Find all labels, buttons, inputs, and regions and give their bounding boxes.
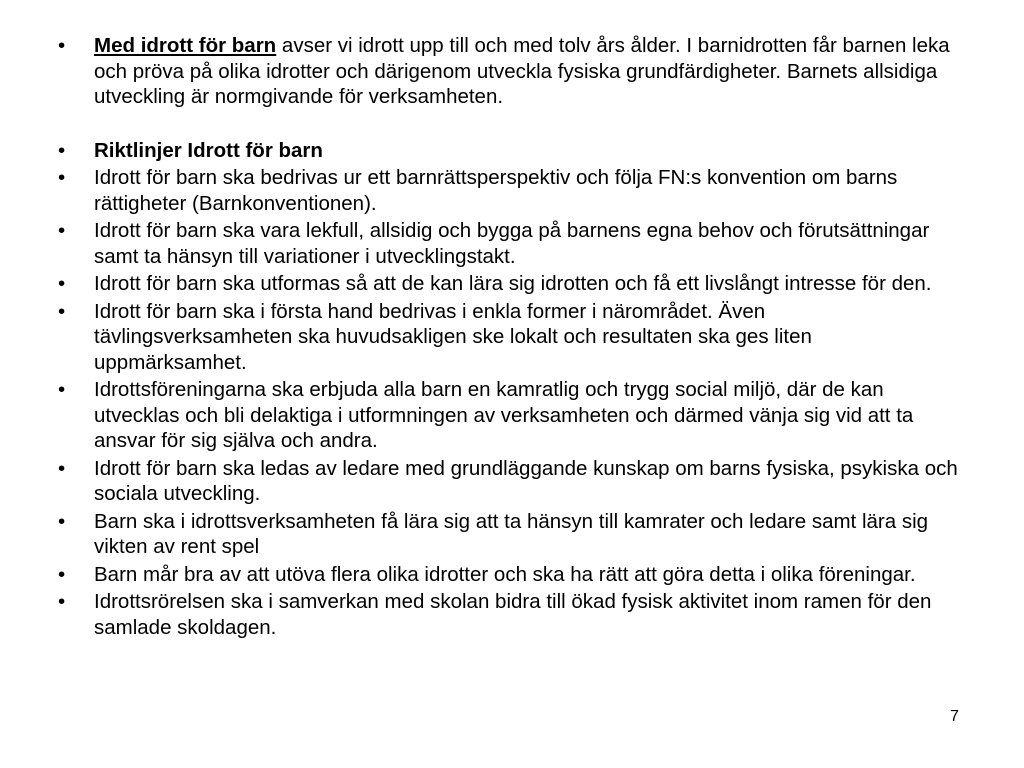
- guideline-item: [58, 562, 958, 588]
- intro-text: avser vi idrott upp till och med tolv års ålder. I barnidrotten får barnen leka och pröva på olika idrotter och därigenom utveckla fysiska grundfärdigheter. Barnets allsidiga utveckling är normgivande för verksamheten.: [94, 34, 950, 108]
- heading-bullet: [58, 138, 958, 164]
- guideline-item: [58, 377, 958, 454]
- guideline-text: Idrott för barn ska vara lekfull, allsidig och bygga på barnens egna behov och förutsättningar samt ta hänsyn till variationer i utvecklingstakt.: [94, 219, 930, 268]
- guideline-text: Idrott för barn ska ledas av ledare med grundläggande kunskap om barns fysiska, psykiska och sociala utveckling.: [94, 456, 958, 505]
- bullet-marker: •: [58, 378, 66, 401]
- bullet-marker: •: [58, 138, 66, 162]
- guideline-text: Barn mår bra av att utöva flera olika idrotter och ska ha rätt att göra detta i olika föreningar.: [94, 562, 916, 586]
- bullet-marker: •: [58, 219, 66, 242]
- bullet-marker: •: [58, 34, 66, 57]
- bullet-marker: •: [58, 590, 66, 613]
- guideline-item: [58, 589, 958, 640]
- guideline-text: Idrottsrörelsen ska i samverkan med skolan bidra till ökad fysisk aktivitet inom ramen för den samlade skoldagen.: [94, 590, 932, 639]
- guideline-text: Idrott för barn ska i första hand bedrivas i enkla former i närområdet. Även tävlingsverksamheten ska huvudsakligen ske lokalt och resultaten ska ges liten uppmärksamhet.: [94, 299, 812, 374]
- guideline-item: [58, 165, 958, 216]
- bullet-marker: •: [58, 166, 66, 189]
- bullet-marker: •: [58, 272, 66, 295]
- guideline-text: Idrott för barn ska utformas så att de kan lära sig idrotten och få ett livslångt intresse för den.: [94, 272, 932, 295]
- guideline-text: Idrottsföreningarna ska erbjuda alla barn en kamratlig och trygg social miljö, där de kan utvecklas och bli delaktiga i utformningen av verksamheten och därmed vänja sig vid att ta ansvar för sig själva och andra.: [94, 378, 914, 452]
- bullet-marker: •: [58, 456, 66, 480]
- bullet-marker: •: [58, 509, 66, 533]
- guideline-text: Barn ska i idrottsverksamheten få lära sig att ta hänsyn till kamrater och ledare samt lära sig vikten av rent spel: [94, 509, 929, 558]
- bullet-marker: •: [58, 299, 66, 323]
- intro-term: Med idrott för barn: [94, 34, 277, 57]
- bullet-list: [58, 33, 958, 642]
- intro-bullet: [58, 33, 958, 110]
- bullet-marker: •: [58, 562, 66, 586]
- guideline-item: [58, 218, 958, 269]
- guideline-item: [58, 271, 958, 297]
- guidelines-heading: Riktlinjer Idrott för barn: [94, 138, 323, 162]
- guideline-item: [58, 456, 958, 507]
- guideline-item: [58, 509, 958, 560]
- page-number: 7: [950, 708, 959, 725]
- guideline-item: [58, 299, 958, 376]
- guideline-text: Idrott för barn ska bedrivas ur ett barnrättsperspektiv och följa FN:s konvention om barns rättigheter (Barnkonventionen).: [94, 166, 898, 215]
